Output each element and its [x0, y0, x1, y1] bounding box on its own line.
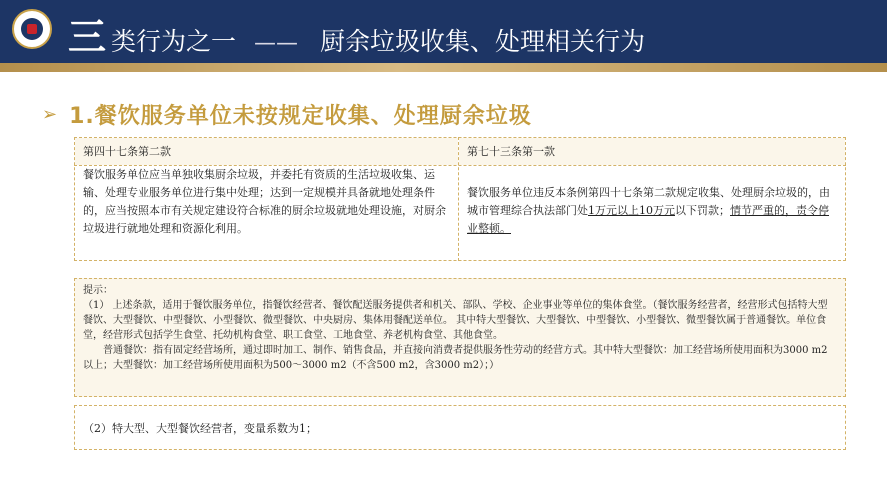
col2-text-b: 以下罚款；	[675, 204, 730, 217]
bullet-arrow-icon: ➢	[42, 104, 58, 125]
gold-divider	[0, 63, 887, 72]
badge-inner	[21, 18, 43, 40]
title-bar	[0, 0, 887, 63]
title-category: 类行为之一	[111, 27, 237, 56]
page-title	[68, 6, 646, 59]
col2-header: 第七十三条第一款	[459, 138, 845, 165]
fine-amount: 1万元以上10万元	[588, 204, 675, 217]
col2-body	[459, 166, 845, 260]
col2-text-a: 餐饮服务单位违反本条例第四十七条第二款规定收集、处理厨余垃圾的，由城市管理综合执法部门处	[467, 186, 830, 217]
section-title: 1.餐饮服务单位未按规定收集、处理厨余垃圾	[69, 104, 532, 129]
title-numeral: 三	[68, 15, 108, 59]
notes-item-1-cont: 普通餐饮：指有固定经营场所，通过即时加工、制作、销售食品，并直接向消费者提供服务性劳动的经营方式。其中特大型餐饮：加工经营场所使用面积为3000 m2以上；大型餐饮：加工经营场所使用面积为500～3000 m2（不含500 m2，含3000 m2）；）	[83, 345, 828, 371]
notes-item-2: （2）特大型、大型餐饮经营者，变量系数为1；	[83, 422, 317, 435]
severe-penalty: 情节严重的，责令停业整顿。	[467, 204, 829, 235]
police-badge-icon	[12, 9, 52, 49]
title-topic: 厨余垃圾收集、处理相关行为	[320, 27, 646, 56]
notes-item-1: （1） 上述条款，适用于餐饮服务单位，指餐饮经营者、餐饮配送服务提供者和机关、部队、学校、企业事业等单位的集体食堂。（餐饮服务经营者，经营形式包括特大型餐饮、大型餐饮、中型餐饮、小型餐饮、微型餐饮、中央厨房、集体用餐配送单位。 其中特大型餐饮、大型餐饮、中型餐饮、小型餐饮、微型餐饮属于普通餐饮。单位食堂，经营形式包括学生食堂、托幼机构食堂、职工食堂、工地食堂、养老机构食堂、其他食堂。	[83, 300, 828, 341]
notes-heading: 提示：	[83, 285, 113, 296]
badge-emblem	[27, 24, 37, 34]
col1-body: 餐饮服务单位应当单独收集厨余垃圾，并委托有资质的生活垃圾收集、运输、处理专业服务单位进行集中处理；达到一定规模并具备就地处理条件的，应当按照本市有关规定建设符合标准的厨余垃圾就地处理设施，对厨余垃圾进行就地处理和资源化利用。	[83, 168, 446, 235]
title-dash: ——	[254, 31, 299, 56]
section-heading	[42, 99, 532, 130]
notes-box	[74, 278, 846, 397]
notes-item-2-box	[74, 405, 846, 450]
col1-header: 第四十七条第二款	[75, 138, 458, 165]
